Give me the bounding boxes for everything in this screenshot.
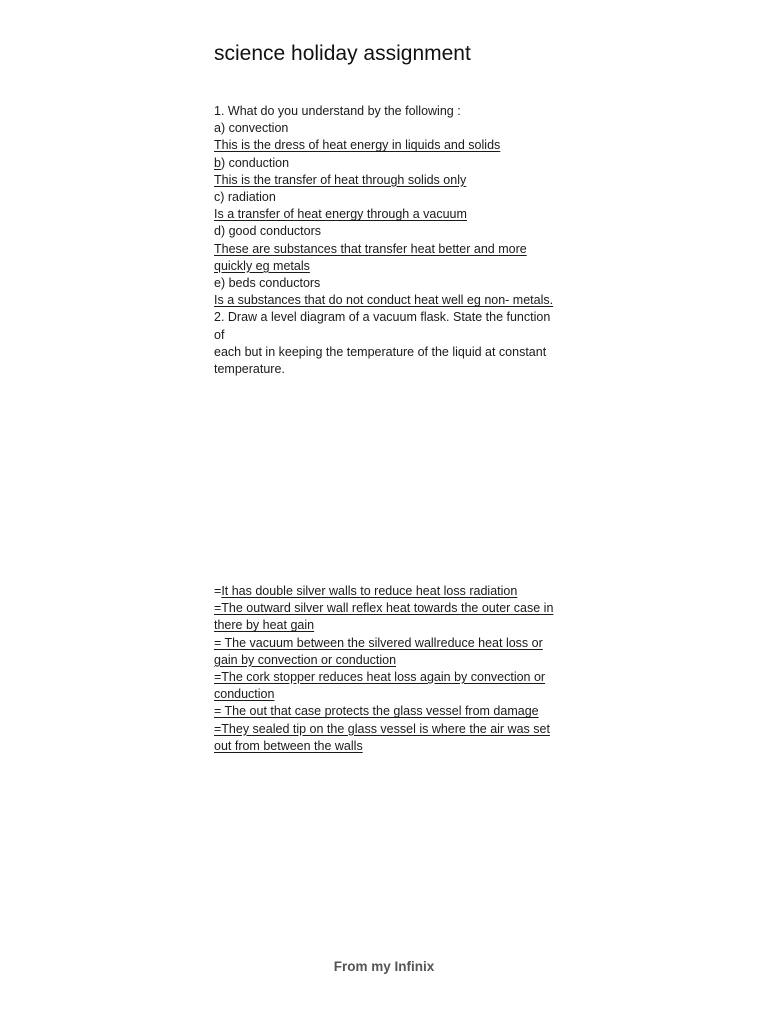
item-a-label: a) convection	[214, 121, 289, 136]
item-c-answer: Is a transfer of heat energy through a vacuum	[214, 207, 467, 222]
answer-item-2-line-1: =The outward silver wall reflex heat towards the outer case in	[214, 601, 554, 616]
item-b-label	[214, 155, 564, 172]
answer-item-3-line-1: = The vacuum between the silvered wallreduce heat loss or	[214, 635, 543, 650]
question-2-answers-block	[214, 583, 564, 755]
answer-item-5: = The out that case protects the glass vessel from damage	[214, 704, 539, 719]
answer-item-1-text: It has double silver walls to reduce heat loss radiation	[221, 584, 518, 598]
page-title: science holiday assignment	[214, 42, 471, 65]
question-1-prompt: 1. What do you understand by the following :	[214, 104, 461, 118]
answer-item-1-prefix: =	[214, 584, 222, 598]
item-b-answer: This is the transfer of heat through solids only	[214, 172, 467, 187]
answer-item-4-line-2: conduction	[214, 687, 275, 702]
answer-item-4-line-1: =The cork stopper reduces heat loss again by convection or	[214, 670, 546, 685]
answer-item-6-line-1: =They sealed tip on the glass vessel is where the air was set	[214, 721, 550, 736]
item-d-label: d) good conductors	[214, 224, 322, 239]
answer-item-3-line-2: gain by convection or conduction	[214, 652, 397, 667]
answer-item-1	[214, 583, 564, 600]
item-d-answer-line-2: quickly eg metals	[214, 258, 310, 273]
answer-item-6-line-2: out from between the walls	[214, 738, 363, 753]
question-1-block	[214, 103, 564, 378]
question-2-line-1: 2. Draw a level diagram of a vacuum flask. State the function of	[214, 310, 554, 342]
item-b-letter: b	[214, 155, 221, 170]
item-a-answer: This is the dress of heat energy in liquids and solids	[214, 138, 501, 153]
answer-item-2-line-2: there by heat gain	[214, 618, 315, 633]
question-2-line-3: temperature.	[214, 362, 285, 377]
item-c-label: c) radiation	[214, 190, 276, 205]
item-e-answer: Is a substances that do not conduct heat well eg non- metals.	[214, 293, 554, 308]
device-footer-watermark: From my Infinix	[333, 959, 435, 974]
item-d-answer-line-1: These are substances that transfer heat better and more	[214, 241, 527, 256]
question-2-line-2: each but in keeping the temperature of the liquid at constant	[214, 344, 547, 359]
item-b-label-rest: ) conduction	[220, 155, 290, 170]
item-e-label: e) beds conductors	[214, 276, 321, 291]
